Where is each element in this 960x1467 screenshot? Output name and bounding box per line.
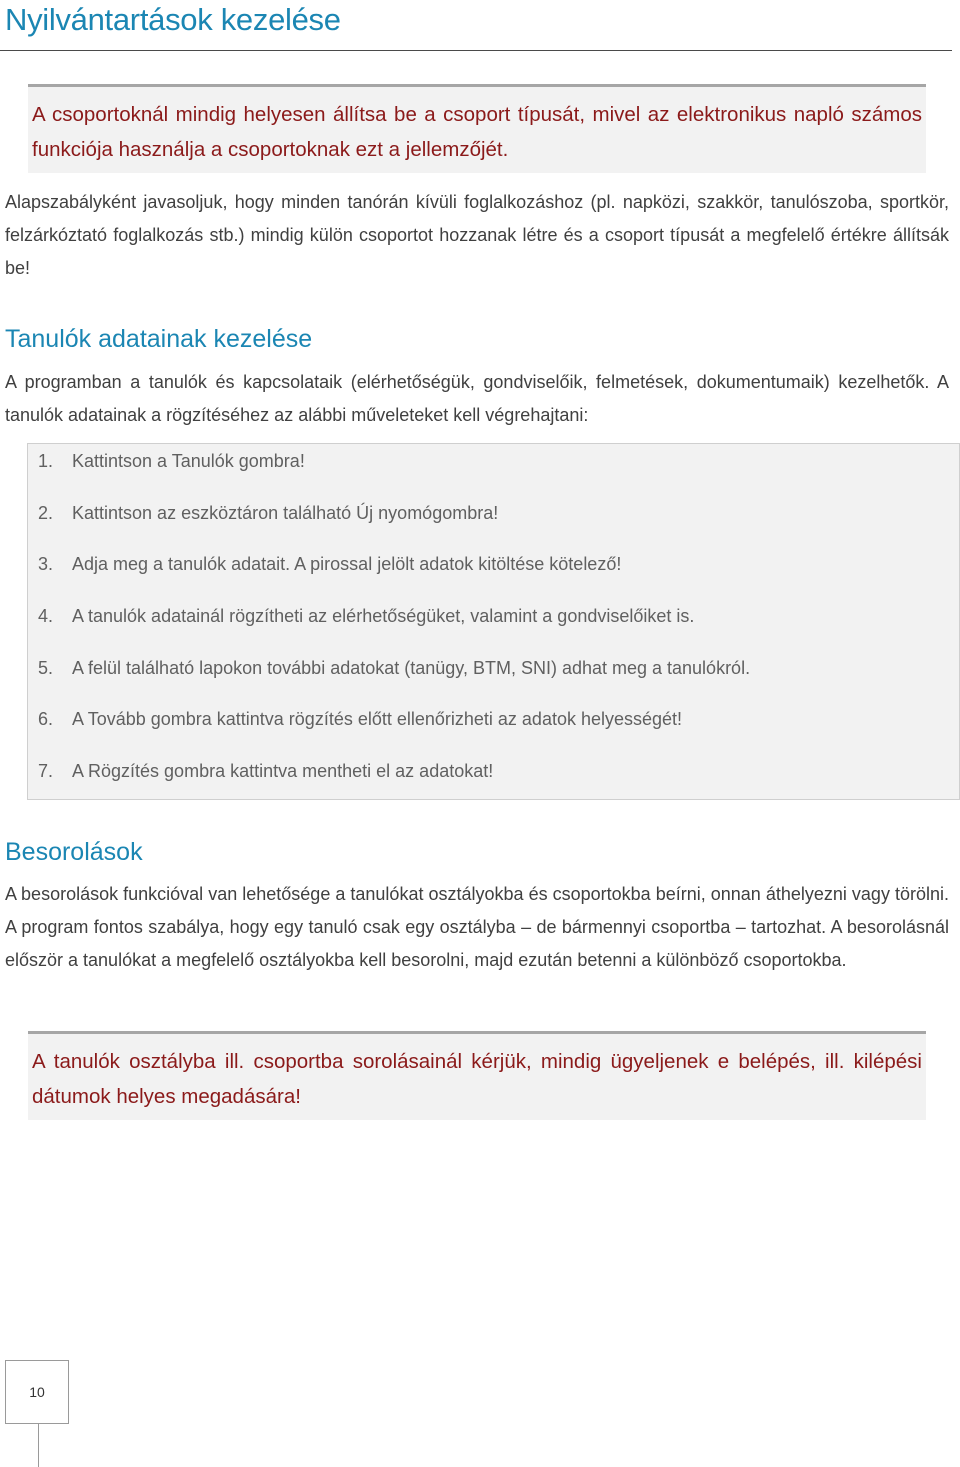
note-text: A csoportoknál mindig helyesen állítsa be a csoport típusát, mivel az elektronikus napló számos funkciója használja a csoportoknak ezt a jellemzőjét. bbox=[32, 103, 922, 161]
list-item bbox=[38, 655, 750, 681]
step-number: 1. bbox=[38, 451, 54, 471]
section-heading-students: Tanulók adatainak kezelése bbox=[5, 325, 313, 353]
step-text: A tanulók adatainál rögzítheti az elérhetőségüket, valamint a gondviselőiket is. bbox=[72, 606, 695, 626]
note-box-dates bbox=[28, 1031, 926, 1120]
title-divider bbox=[0, 50, 952, 51]
steps-list bbox=[27, 443, 960, 800]
page-title: Nyilvántartások kezelése bbox=[5, 2, 341, 37]
list-item bbox=[38, 448, 305, 474]
list-item bbox=[38, 758, 493, 784]
page-number-box bbox=[5, 1360, 69, 1424]
step-number: 7. bbox=[38, 761, 54, 781]
section-heading-classification: Besorolások bbox=[5, 838, 143, 866]
step-text: Kattintson a Tanulók gombra! bbox=[72, 451, 305, 471]
step-text: A Rögzítés gombra kattintva mentheti el az adatokat! bbox=[72, 761, 494, 781]
step-number: 5. bbox=[38, 658, 54, 678]
step-text: Kattintson az eszköztáron található Új nyomógombra! bbox=[72, 503, 499, 523]
classification-paragraph: A besorolások funkcióval van lehetősége a tanulókat osztályokba és csoportokba beírni, onnan áthelyezni vagy törölni. A program fontos szabálya, hogy egy tanuló csak egy osztályba – de bármennyi csoportba – tartozhat. A besorolásnál először a tanulókat a megfelelő osztályokba kell besorolni, majd ezután betenni a különböző csoportokba. bbox=[5, 884, 949, 970]
step-text: Adja meg a tanulók adatait. A pirossal jelölt adatok kitöltése kötelező! bbox=[72, 554, 622, 574]
step-number: 2. bbox=[38, 503, 54, 523]
step-text: A Tovább gombra kattintva rögzítés előtt ellenőrizheti az adatok helyességét! bbox=[72, 709, 683, 729]
page-number: 10 bbox=[29, 1384, 45, 1400]
list-item bbox=[38, 551, 621, 577]
page-number-line bbox=[38, 1424, 39, 1467]
intro-paragraph: Alapszabályként javasoljuk, hogy minden tanórán kívüli foglalkozáshoz (pl. napközi, szakkör, tanulószoba, sportkör, felzárkóztató foglalkozás stb.) mindig külön csoportot hozzanak létre és a csoport típusát a megfelelő értékre állítsák be! bbox=[5, 192, 949, 278]
step-number: 3. bbox=[38, 554, 54, 574]
note-text: A tanulók osztályba ill. csoportba sorolásainál kérjük, mindig ügyeljenek e belépés, ill. kilépési dátumok helyes megadására! bbox=[32, 1050, 922, 1108]
list-item bbox=[38, 603, 694, 629]
note-box-group-type bbox=[28, 84, 926, 173]
step-number: 4. bbox=[38, 606, 54, 626]
students-paragraph: A programban a tanulók és kapcsolataik (elérhetőségük, gondviselőik, felmetések, dokumentumaik) kezelhetők. A tanulók adatainak a rögzítéséhez az alábbi műveleteket kell végrehajtani: bbox=[5, 372, 949, 425]
step-text: A felül található lapokon további adatokat (tanügy, BTM, SNI) adhat meg a tanulókról. bbox=[72, 658, 751, 678]
step-number: 6. bbox=[38, 709, 54, 729]
list-item bbox=[38, 500, 498, 526]
list-item bbox=[38, 706, 682, 732]
